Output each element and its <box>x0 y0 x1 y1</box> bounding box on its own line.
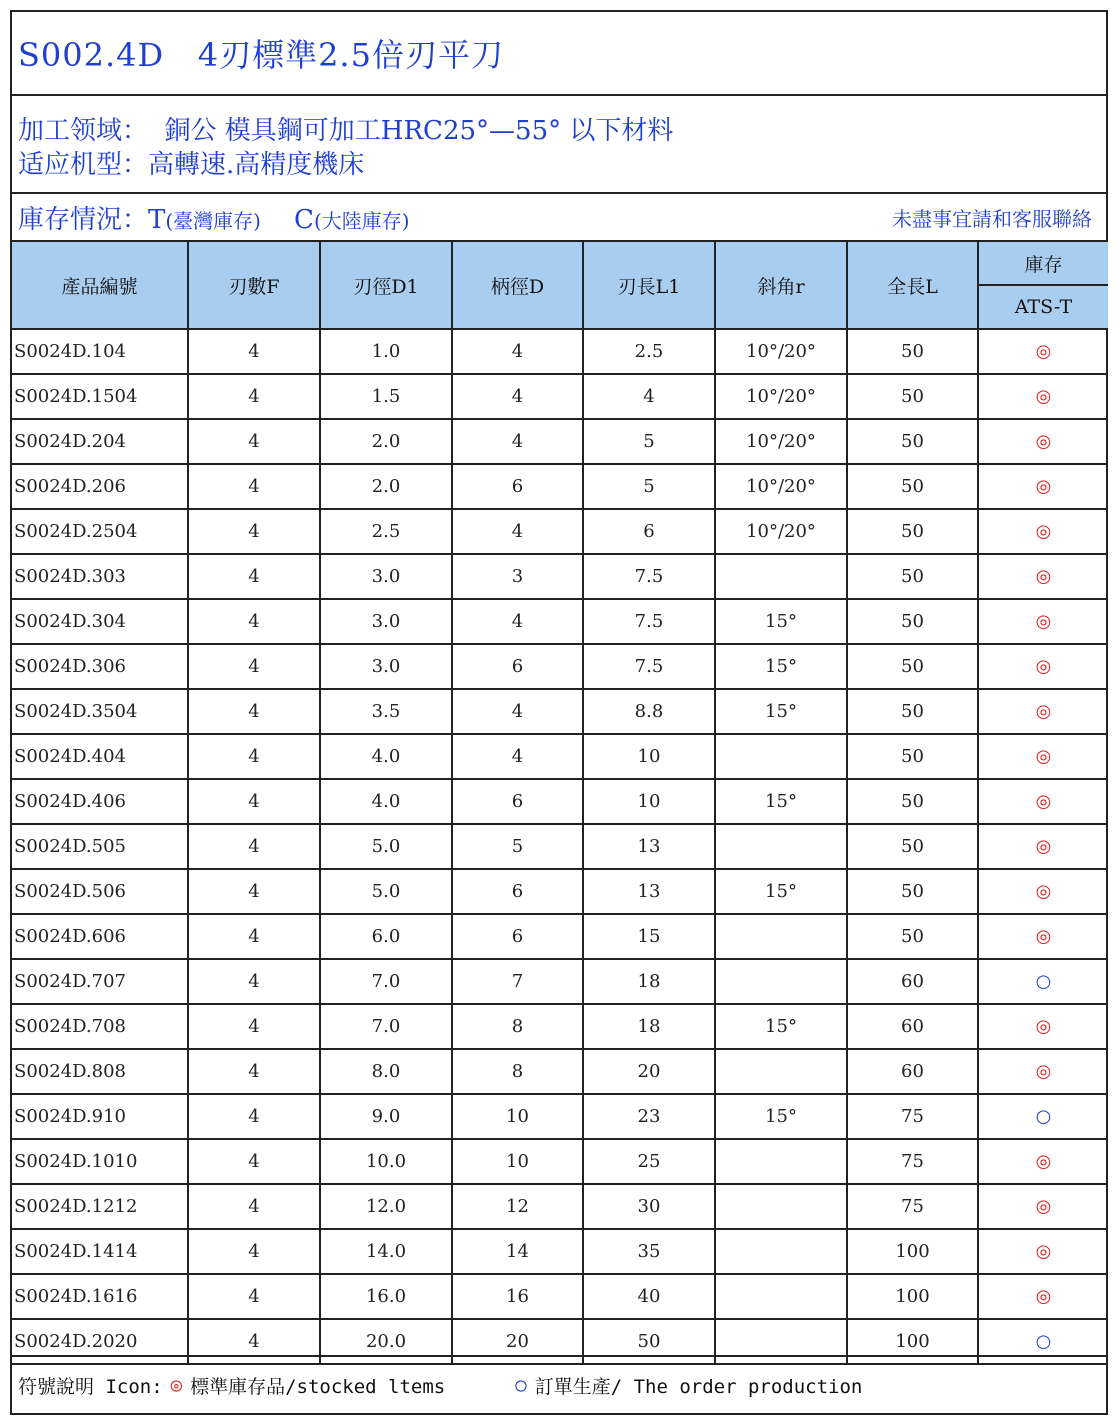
cell-flutes: 4 <box>188 914 320 959</box>
cell-length: 60 <box>847 1049 978 1094</box>
cell-shank: 8 <box>452 1049 583 1094</box>
cell-l1: 35 <box>583 1229 715 1274</box>
cell-length: 75 <box>847 1094 978 1139</box>
cell-l1: 40 <box>583 1274 715 1319</box>
table-row <box>12 1184 1108 1229</box>
table-row <box>12 869 1108 914</box>
stocked-item-icon: ◎ <box>978 599 1108 644</box>
stocked-item-icon: ◎ <box>978 419 1108 464</box>
cell-l1: 50 <box>583 1319 715 1364</box>
cell-shank: 6 <box>452 464 583 509</box>
cell-code: S0024D.2504 <box>12 509 188 554</box>
cell-flutes: 4 <box>188 1229 320 1274</box>
page-title: S002.4D 4刃標準2.5倍刃平刀 <box>12 12 1106 96</box>
cell-length: 75 <box>847 1139 978 1184</box>
table-row <box>12 1229 1108 1274</box>
cell-angle <box>715 1049 847 1094</box>
cell-shank: 20 <box>452 1319 583 1364</box>
cell-l1: 13 <box>583 869 715 914</box>
table-row <box>12 419 1108 464</box>
cell-l1: 7.5 <box>583 599 715 644</box>
stocked-item-icon: ◎ <box>978 914 1108 959</box>
cell-length: 50 <box>847 599 978 644</box>
header-l1: 刃長L1 <box>583 241 715 329</box>
cell-l1: 8.8 <box>583 689 715 734</box>
table-row <box>12 554 1108 599</box>
stocked-item-icon: ◎ <box>978 374 1108 419</box>
cell-flutes: 4 <box>188 1319 320 1364</box>
legend-prefix: 符號說明 Icon: <box>18 1375 163 1398</box>
cell-shank: 3 <box>452 554 583 599</box>
cell-d1: 14.0 <box>320 1229 452 1274</box>
cell-length: 50 <box>847 509 978 554</box>
stock-c-code: C <box>294 204 314 235</box>
cell-flutes: 4 <box>188 374 320 419</box>
product-sheet <box>10 10 1108 1415</box>
cell-l1: 10 <box>583 734 715 779</box>
cell-length: 60 <box>847 1004 978 1049</box>
cell-d1: 4.0 <box>320 779 452 824</box>
icon-legend <box>12 1355 1106 1413</box>
stock-t-code: T <box>148 204 166 235</box>
cell-shank: 5 <box>452 824 583 869</box>
cell-angle <box>715 1139 847 1184</box>
cell-angle <box>715 734 847 779</box>
cell-angle: 10°/20° <box>715 374 847 419</box>
machining-domain-line: 加工领域： 銅公 模具鋼可加工HRC25°—55° 以下材料 <box>18 116 674 146</box>
cell-code: S0024D.910 <box>12 1094 188 1139</box>
table-row <box>12 914 1108 959</box>
cell-angle: 15° <box>715 869 847 914</box>
cell-shank: 6 <box>452 779 583 824</box>
table-row <box>12 1139 1108 1184</box>
cell-shank: 4 <box>452 374 583 419</box>
stocked-item-icon: ◎ <box>978 554 1108 599</box>
cell-flutes: 4 <box>188 1094 320 1139</box>
table-row <box>12 734 1108 779</box>
cell-flutes: 4 <box>188 1004 320 1049</box>
cell-length: 50 <box>847 419 978 464</box>
cell-code: S0024D.707 <box>12 959 188 1004</box>
cell-code: S0024D.304 <box>12 599 188 644</box>
cell-angle: 15° <box>715 1094 847 1139</box>
cell-flutes: 4 <box>188 779 320 824</box>
cell-flutes: 4 <box>188 1049 320 1094</box>
cell-flutes: 4 <box>188 959 320 1004</box>
header-length: 全長L <box>847 241 978 329</box>
cell-l1: 10 <box>583 779 715 824</box>
cell-d1: 2.0 <box>320 419 452 464</box>
order-production-icon: ○ <box>978 1319 1108 1364</box>
cell-flutes: 4 <box>188 734 320 779</box>
cell-code: S0024D.1414 <box>12 1229 188 1274</box>
cell-length: 75 <box>847 1184 978 1229</box>
cell-length: 50 <box>847 689 978 734</box>
cell-shank: 14 <box>452 1229 583 1274</box>
order-production-icon: ○ <box>978 959 1108 1004</box>
cell-angle <box>715 959 847 1004</box>
cell-d1: 7.0 <box>320 1004 452 1049</box>
cell-code: S0024D.204 <box>12 419 188 464</box>
cell-code: S0024D.3504 <box>12 689 188 734</box>
stock-c-note: (大陸庫存) <box>313 208 410 233</box>
cell-d1: 7.0 <box>320 959 452 1004</box>
cell-d1: 20.0 <box>320 1319 452 1364</box>
header-flutes: 刃數F <box>188 241 320 329</box>
stocked-item-icon: ◎ <box>978 329 1108 374</box>
cell-code: S0024D.406 <box>12 779 188 824</box>
cell-flutes: 4 <box>188 644 320 689</box>
stocked-item-icon: ◎ <box>978 734 1108 779</box>
cell-code: S0024D.808 <box>12 1049 188 1094</box>
cell-code: S0024D.404 <box>12 734 188 779</box>
cell-l1: 7.5 <box>583 554 715 599</box>
cell-code: S0024D.303 <box>12 554 188 599</box>
cell-length: 50 <box>847 824 978 869</box>
cell-l1: 30 <box>583 1184 715 1229</box>
table-row <box>12 509 1108 554</box>
cell-l1: 2.5 <box>583 329 715 374</box>
stocked-item-icon: ◎ <box>978 779 1108 824</box>
table-row <box>12 1094 1108 1139</box>
stocked-item-icon: ◎ <box>978 824 1108 869</box>
cell-d1: 3.5 <box>320 689 452 734</box>
cell-flutes: 4 <box>188 1274 320 1319</box>
stocked-icon: ◎ <box>170 1374 183 1396</box>
cell-code: S0024D.1504 <box>12 374 188 419</box>
cell-angle: 15° <box>715 779 847 824</box>
cell-l1: 23 <box>583 1094 715 1139</box>
cell-shank: 10 <box>452 1094 583 1139</box>
cell-shank: 16 <box>452 1274 583 1319</box>
cell-length: 50 <box>847 734 978 779</box>
cell-angle: 15° <box>715 599 847 644</box>
cell-d1: 3.0 <box>320 554 452 599</box>
cell-angle <box>715 1274 847 1319</box>
stocked-item-icon: ◎ <box>978 1004 1108 1049</box>
cell-flutes: 4 <box>188 464 320 509</box>
cell-shank: 6 <box>452 644 583 689</box>
table-row <box>12 1049 1108 1094</box>
header-stock: 庫存 <box>978 241 1108 285</box>
cell-code: S0024D.2020 <box>12 1319 188 1364</box>
table-row <box>12 779 1108 824</box>
cell-shank: 10 <box>452 1139 583 1184</box>
cell-d1: 16.0 <box>320 1274 452 1319</box>
cell-flutes: 4 <box>188 329 320 374</box>
stock-status-bar <box>12 194 1106 240</box>
cell-l1: 25 <box>583 1139 715 1184</box>
stock-legend <box>18 199 410 236</box>
header-shank: 柄徑D <box>452 241 583 329</box>
cell-d1: 6.0 <box>320 914 452 959</box>
cell-d1: 1.0 <box>320 329 452 374</box>
table-row <box>12 644 1108 689</box>
legend-order-text: 訂單生產/ The order production <box>534 1375 863 1398</box>
cell-d1: 2.5 <box>320 509 452 554</box>
cell-d1: 5.0 <box>320 869 452 914</box>
stocked-item-icon: ◎ <box>978 1274 1108 1319</box>
cell-d1: 12.0 <box>320 1184 452 1229</box>
cell-code: S0024D.505 <box>12 824 188 869</box>
table-row <box>12 599 1108 644</box>
cell-angle <box>715 914 847 959</box>
cell-d1: 8.0 <box>320 1049 452 1094</box>
cell-angle <box>715 824 847 869</box>
machining-info <box>12 96 1106 194</box>
cell-length: 60 <box>847 959 978 1004</box>
cell-d1: 3.0 <box>320 599 452 644</box>
cell-l1: 6 <box>583 509 715 554</box>
cell-flutes: 4 <box>188 509 320 554</box>
cell-code: S0024D.206 <box>12 464 188 509</box>
stocked-item-icon: ◎ <box>978 1184 1108 1229</box>
cell-length: 100 <box>847 1229 978 1274</box>
cell-code: S0024D.606 <box>12 914 188 959</box>
cell-d1: 1.5 <box>320 374 452 419</box>
cell-angle <box>715 554 847 599</box>
table-row <box>12 464 1108 509</box>
table-row <box>12 824 1108 869</box>
cell-d1: 3.0 <box>320 644 452 689</box>
cell-shank: 12 <box>452 1184 583 1229</box>
table-body <box>12 329 1108 1364</box>
cell-shank: 7 <box>452 959 583 1004</box>
cell-code: S0024D.306 <box>12 644 188 689</box>
stocked-item-icon: ◎ <box>978 1049 1108 1094</box>
cell-l1: 18 <box>583 1004 715 1049</box>
table-row <box>12 689 1108 734</box>
cell-d1: 2.0 <box>320 464 452 509</box>
cell-shank: 6 <box>452 914 583 959</box>
cell-length: 50 <box>847 779 978 824</box>
cell-l1: 18 <box>583 959 715 1004</box>
cell-flutes: 4 <box>188 599 320 644</box>
cell-shank: 4 <box>452 419 583 464</box>
cell-length: 50 <box>847 869 978 914</box>
cell-l1: 15 <box>583 914 715 959</box>
cell-shank: 4 <box>452 689 583 734</box>
cell-d1: 9.0 <box>320 1094 452 1139</box>
cell-l1: 4 <box>583 374 715 419</box>
stocked-item-icon: ◎ <box>978 1139 1108 1184</box>
cell-code: S0024D.1010 <box>12 1139 188 1184</box>
cell-d1: 10.0 <box>320 1139 452 1184</box>
cell-l1: 5 <box>583 464 715 509</box>
cell-d1: 5.0 <box>320 824 452 869</box>
order-production-icon: ○ <box>978 1094 1108 1139</box>
stock-label: 庫存情況： <box>18 204 149 235</box>
cell-length: 50 <box>847 374 978 419</box>
cell-angle: 10°/20° <box>715 509 847 554</box>
stocked-item-icon: ◎ <box>978 689 1108 734</box>
cell-shank: 4 <box>452 734 583 779</box>
legend-stocked-text: 標準庫存品/stocked ltems <box>190 1375 446 1398</box>
table-row <box>12 374 1108 419</box>
stocked-item-icon: ◎ <box>978 869 1108 914</box>
stocked-item-icon: ◎ <box>978 1229 1108 1274</box>
cell-angle: 10°/20° <box>715 329 847 374</box>
cell-flutes: 4 <box>188 1139 320 1184</box>
cell-flutes: 4 <box>188 419 320 464</box>
cell-angle <box>715 1184 847 1229</box>
cell-length: 50 <box>847 329 978 374</box>
cell-length: 50 <box>847 644 978 689</box>
stocked-item-icon: ◎ <box>978 644 1108 689</box>
cell-shank: 4 <box>452 509 583 554</box>
cell-angle: 15° <box>715 1004 847 1049</box>
cell-flutes: 4 <box>188 689 320 734</box>
header-stock-sub: ATS-T <box>978 285 1108 329</box>
stocked-item-icon: ◎ <box>978 464 1108 509</box>
cell-shank: 4 <box>452 329 583 374</box>
cell-angle <box>715 1229 847 1274</box>
cell-shank: 6 <box>452 869 583 914</box>
stocked-item-icon: ◎ <box>978 509 1108 554</box>
cell-code: S0024D.506 <box>12 869 188 914</box>
cell-length: 100 <box>847 1319 978 1364</box>
machine-type-line: 适应机型：高轉速.高精度機床 <box>18 150 365 180</box>
cell-shank: 8 <box>452 1004 583 1049</box>
cell-angle: 10°/20° <box>715 419 847 464</box>
cell-flutes: 4 <box>188 869 320 914</box>
cell-length: 50 <box>847 554 978 599</box>
table-row <box>12 1004 1108 1049</box>
cell-shank: 4 <box>452 599 583 644</box>
cell-l1: 7.5 <box>583 644 715 689</box>
cell-l1: 20 <box>583 1049 715 1094</box>
cell-flutes: 4 <box>188 1184 320 1229</box>
product-table <box>12 240 1108 1365</box>
header-code: 產品編號 <box>12 241 188 329</box>
table-row <box>12 1274 1108 1319</box>
header-d1: 刃徑D1 <box>320 241 452 329</box>
table-row <box>12 959 1108 1004</box>
cell-angle: 15° <box>715 689 847 734</box>
cell-angle: 15° <box>715 644 847 689</box>
table-row <box>12 329 1108 374</box>
cell-l1: 5 <box>583 419 715 464</box>
cell-flutes: 4 <box>188 824 320 869</box>
cell-length: 100 <box>847 1274 978 1319</box>
cell-flutes: 4 <box>188 554 320 599</box>
cell-angle: 10°/20° <box>715 464 847 509</box>
cell-code: S0024D.1212 <box>12 1184 188 1229</box>
cell-code: S0024D.708 <box>12 1004 188 1049</box>
header-angle: 斜角r <box>715 241 847 329</box>
cell-l1: 13 <box>583 824 715 869</box>
contact-note: 未盡事宜請和客服聯絡 <box>892 206 1092 231</box>
stock-t-note: (臺灣庫存) <box>165 208 261 233</box>
cell-length: 50 <box>847 464 978 509</box>
cell-length: 50 <box>847 914 978 959</box>
cell-d1: 4.0 <box>320 734 452 779</box>
cell-code: S0024D.1616 <box>12 1274 188 1319</box>
cell-code: S0024D.104 <box>12 329 188 374</box>
order-icon: ○ <box>515 1374 527 1396</box>
